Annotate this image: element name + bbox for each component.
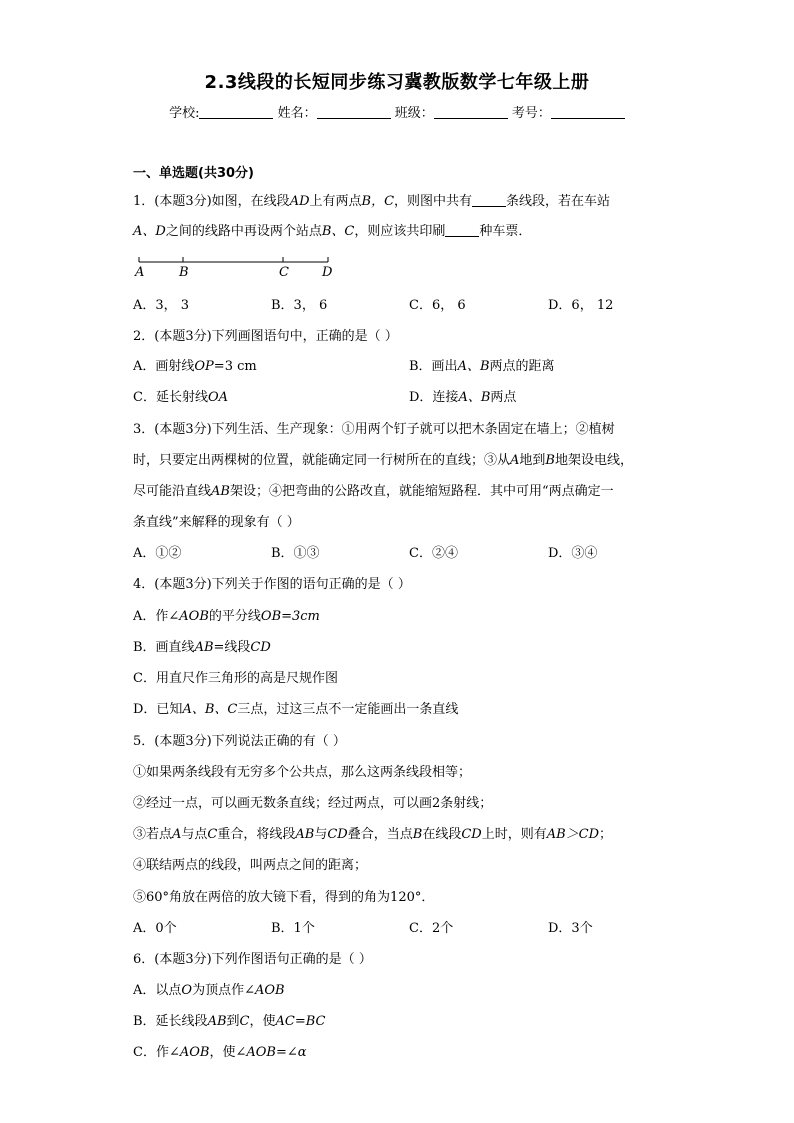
q3-option-c[interactable]: C．②④	[409, 546, 458, 561]
q5-option-d[interactable]: D．3个	[548, 921, 593, 936]
q1-stem-line2	[133, 222, 531, 242]
class-blank[interactable]	[434, 106, 508, 119]
q6-var: C	[239, 1014, 250, 1029]
q6-option-a[interactable]	[133, 981, 285, 1001]
q4-option-d[interactable]	[133, 700, 458, 720]
q5-text: 在线段	[422, 827, 462, 842]
student-info-row	[0, 102, 794, 121]
q2-text: C．延长射线	[133, 390, 208, 405]
q6-text: ，使	[249, 1014, 276, 1029]
q2-var: OA	[207, 390, 228, 405]
q5-text: 与	[314, 827, 328, 842]
q4-var: AOB	[179, 609, 209, 624]
q1-text: 种车票．	[479, 224, 532, 239]
point-label-c: C	[279, 265, 289, 280]
segment-line	[133, 255, 343, 269]
q5-option-b[interactable]: B．1个	[271, 921, 315, 936]
q6-text: A．以点	[133, 983, 182, 998]
q1-text: ，则图中共有	[394, 194, 473, 209]
point-label-a: A	[135, 265, 145, 280]
q4-option-c[interactable]: C．用直尺作三角形的高是尺规作图	[133, 671, 338, 686]
q2-text: 两点	[490, 390, 517, 405]
q5-text: 上时，则有	[481, 827, 547, 842]
q1-var: B，C	[361, 194, 395, 209]
q3-text: 架设；④把弯曲的公路改直，就能缩短路程．其中可用“两点确定一	[229, 484, 614, 499]
q6-text: ，使∠	[209, 1045, 247, 1060]
q1-text: 之间的线路中再设两个站点	[165, 224, 322, 239]
exam-no-label: 考号：	[511, 106, 551, 121]
q2-var: OP	[194, 359, 214, 374]
q4-text: B．画直线	[133, 640, 195, 655]
q2-text: =3 cm	[213, 359, 257, 374]
q1-stem-line1	[133, 192, 610, 212]
q2-text: 两点的距离	[489, 359, 555, 374]
q4-text: D．已知	[133, 702, 183, 717]
q3-stem-line4: 条直线”来解释的现象有（ ）	[133, 515, 300, 530]
q1-option-a[interactable]: A．3， 3	[133, 298, 190, 313]
name-blank[interactable]	[317, 106, 391, 119]
q5-statement-1: ①如果两条线段有无穷多个公共点，那么这两条线段相等；	[133, 765, 472, 780]
exam-no-blank[interactable]	[551, 106, 625, 119]
q3-var: AB	[211, 484, 230, 499]
name-label: 姓名：	[277, 106, 317, 121]
q1-option-c[interactable]: C．6， 6	[409, 298, 466, 313]
q6-text: C．作∠	[133, 1045, 180, 1060]
q5-statement-2: ②经过一点，可以画无数条直线；经过两点，可以画2条射线；	[133, 796, 493, 811]
q3-text: 时，只要定出两棵树的位置，就能确定同一行树所在的直线；③从	[133, 453, 511, 468]
q5-var: B	[412, 827, 423, 842]
q5-text: ；	[599, 827, 613, 842]
q6-var: AOB=∠α	[246, 1045, 307, 1060]
class-label: 班级：	[394, 106, 434, 121]
q6-text: 到	[226, 1014, 240, 1029]
q2-var: A、B	[458, 390, 491, 405]
q5-statement-5: ⑤60°角放在两倍的放大镜下看，得到的角为120°．	[133, 890, 435, 905]
q3-option-d[interactable]: D．③④	[548, 546, 598, 561]
q5-var: CD	[327, 827, 348, 842]
q1-segment-figure	[133, 255, 343, 285]
q1-var: B、C	[321, 224, 355, 239]
q4-option-b[interactable]	[133, 638, 271, 658]
q6-var: AC=BC	[275, 1014, 326, 1029]
q1-text: ，则应该共印刷	[354, 224, 446, 239]
school-label: 学校:	[169, 106, 200, 121]
q2-option-b[interactable]	[409, 357, 555, 377]
q4-option-a[interactable]	[133, 607, 320, 627]
q2-option-c[interactable]	[133, 388, 228, 408]
q5-text: ③若点	[133, 827, 173, 842]
q1-var: AD	[289, 194, 310, 209]
q4-text: A．作∠	[133, 609, 180, 624]
q5-var: CD	[461, 827, 482, 842]
q6-option-b[interactable]	[133, 1012, 325, 1032]
q5-stem: 5．(本题3分)下列说法正确的有（ ）	[133, 734, 346, 749]
q2-text: A．画射线	[133, 359, 195, 374]
q1-text: 条线段，若在车站	[506, 194, 611, 209]
q5-option-a[interactable]: A．0个	[133, 921, 177, 936]
school-blank[interactable]	[199, 106, 273, 119]
q3-text: 地到	[519, 453, 546, 468]
q4-var: CD	[250, 640, 271, 655]
q4-var: A、B、C	[182, 702, 238, 717]
q2-text: D．连接	[409, 390, 459, 405]
q3-stem-line2	[133, 451, 633, 471]
q5-option-c[interactable]: C．2个	[409, 921, 454, 936]
q5-var: A	[172, 827, 182, 842]
q1-text: 上有两点	[309, 194, 362, 209]
q6-var: AB	[207, 1014, 227, 1029]
q3-text: 尽可能沿直线	[133, 484, 212, 499]
q6-var: AOB	[254, 983, 285, 998]
q2-option-a[interactable]	[133, 357, 257, 377]
q3-option-b[interactable]: B．①③	[271, 546, 320, 561]
q5-var: AB	[295, 827, 315, 842]
q6-stem: 6．(本题3分)下列作图语句正确的是（ ）	[133, 952, 372, 967]
q2-var: A、B	[457, 359, 490, 374]
q2-text: B．画出	[409, 359, 458, 374]
q1-var: A、D	[133, 224, 166, 239]
q4-stem: 4．(本题3分)下列关于作图的语句正确的是（ ）	[133, 577, 411, 592]
q3-text: 地架设电线，	[554, 453, 633, 468]
q4-text: 三点，过这三点不一定能画出一条直线	[237, 702, 459, 717]
q3-stem-line3	[133, 482, 614, 502]
q5-statement-4: ④联结两点的线段，叫两点之间的距离；	[133, 858, 368, 873]
section-title: 一、单选题(共30分)	[133, 166, 254, 181]
q5-text: 与点	[181, 827, 208, 842]
q1-option-d[interactable]: D．6， 12	[548, 298, 614, 313]
q3-var: A	[510, 453, 520, 468]
q5-var: AB＞CD	[546, 827, 600, 842]
q3-option-a[interactable]: A．①②	[133, 546, 182, 561]
q2-stem: 2．(本题3分)下列画图语句中，正确的是（ ）	[133, 329, 398, 344]
q6-text: B．延长线段	[133, 1014, 208, 1029]
q5-text: 重合，将线段	[217, 827, 296, 842]
page-title: 2.3线段的长短同步练习冀教版数学七年级上册	[204, 72, 590, 93]
point-label-d: D	[322, 265, 333, 280]
q1-option-b[interactable]: B．3， 6	[271, 298, 328, 313]
q1-text: 1．(本题3分)如图，在线段	[133, 194, 290, 209]
q4-var: OB=3cm	[260, 609, 320, 624]
q6-var: AOB	[179, 1045, 210, 1060]
q5-text: 叠合，当点	[347, 827, 413, 842]
q6-var: O	[181, 983, 193, 998]
q5-statement-3	[133, 825, 612, 845]
q6-option-c[interactable]	[133, 1043, 307, 1063]
q4-text: =线段	[213, 640, 251, 655]
q4-text: 的平分线	[208, 609, 261, 624]
q6-text: 为顶点作∠	[192, 983, 255, 998]
q1-answer-blank-1[interactable]	[472, 194, 506, 207]
q3-var: B	[545, 453, 555, 468]
q2-option-d[interactable]	[409, 388, 516, 408]
q4-var: AB	[194, 640, 214, 655]
q3-stem-line1: 3．(本题3分)下列生活、生产现象：①用两个钉子就可以把木条固定在墙上；②植树	[133, 422, 615, 437]
q5-var: C	[207, 827, 218, 842]
q1-answer-blank-2[interactable]	[445, 224, 479, 237]
point-label-b: B	[179, 265, 189, 280]
